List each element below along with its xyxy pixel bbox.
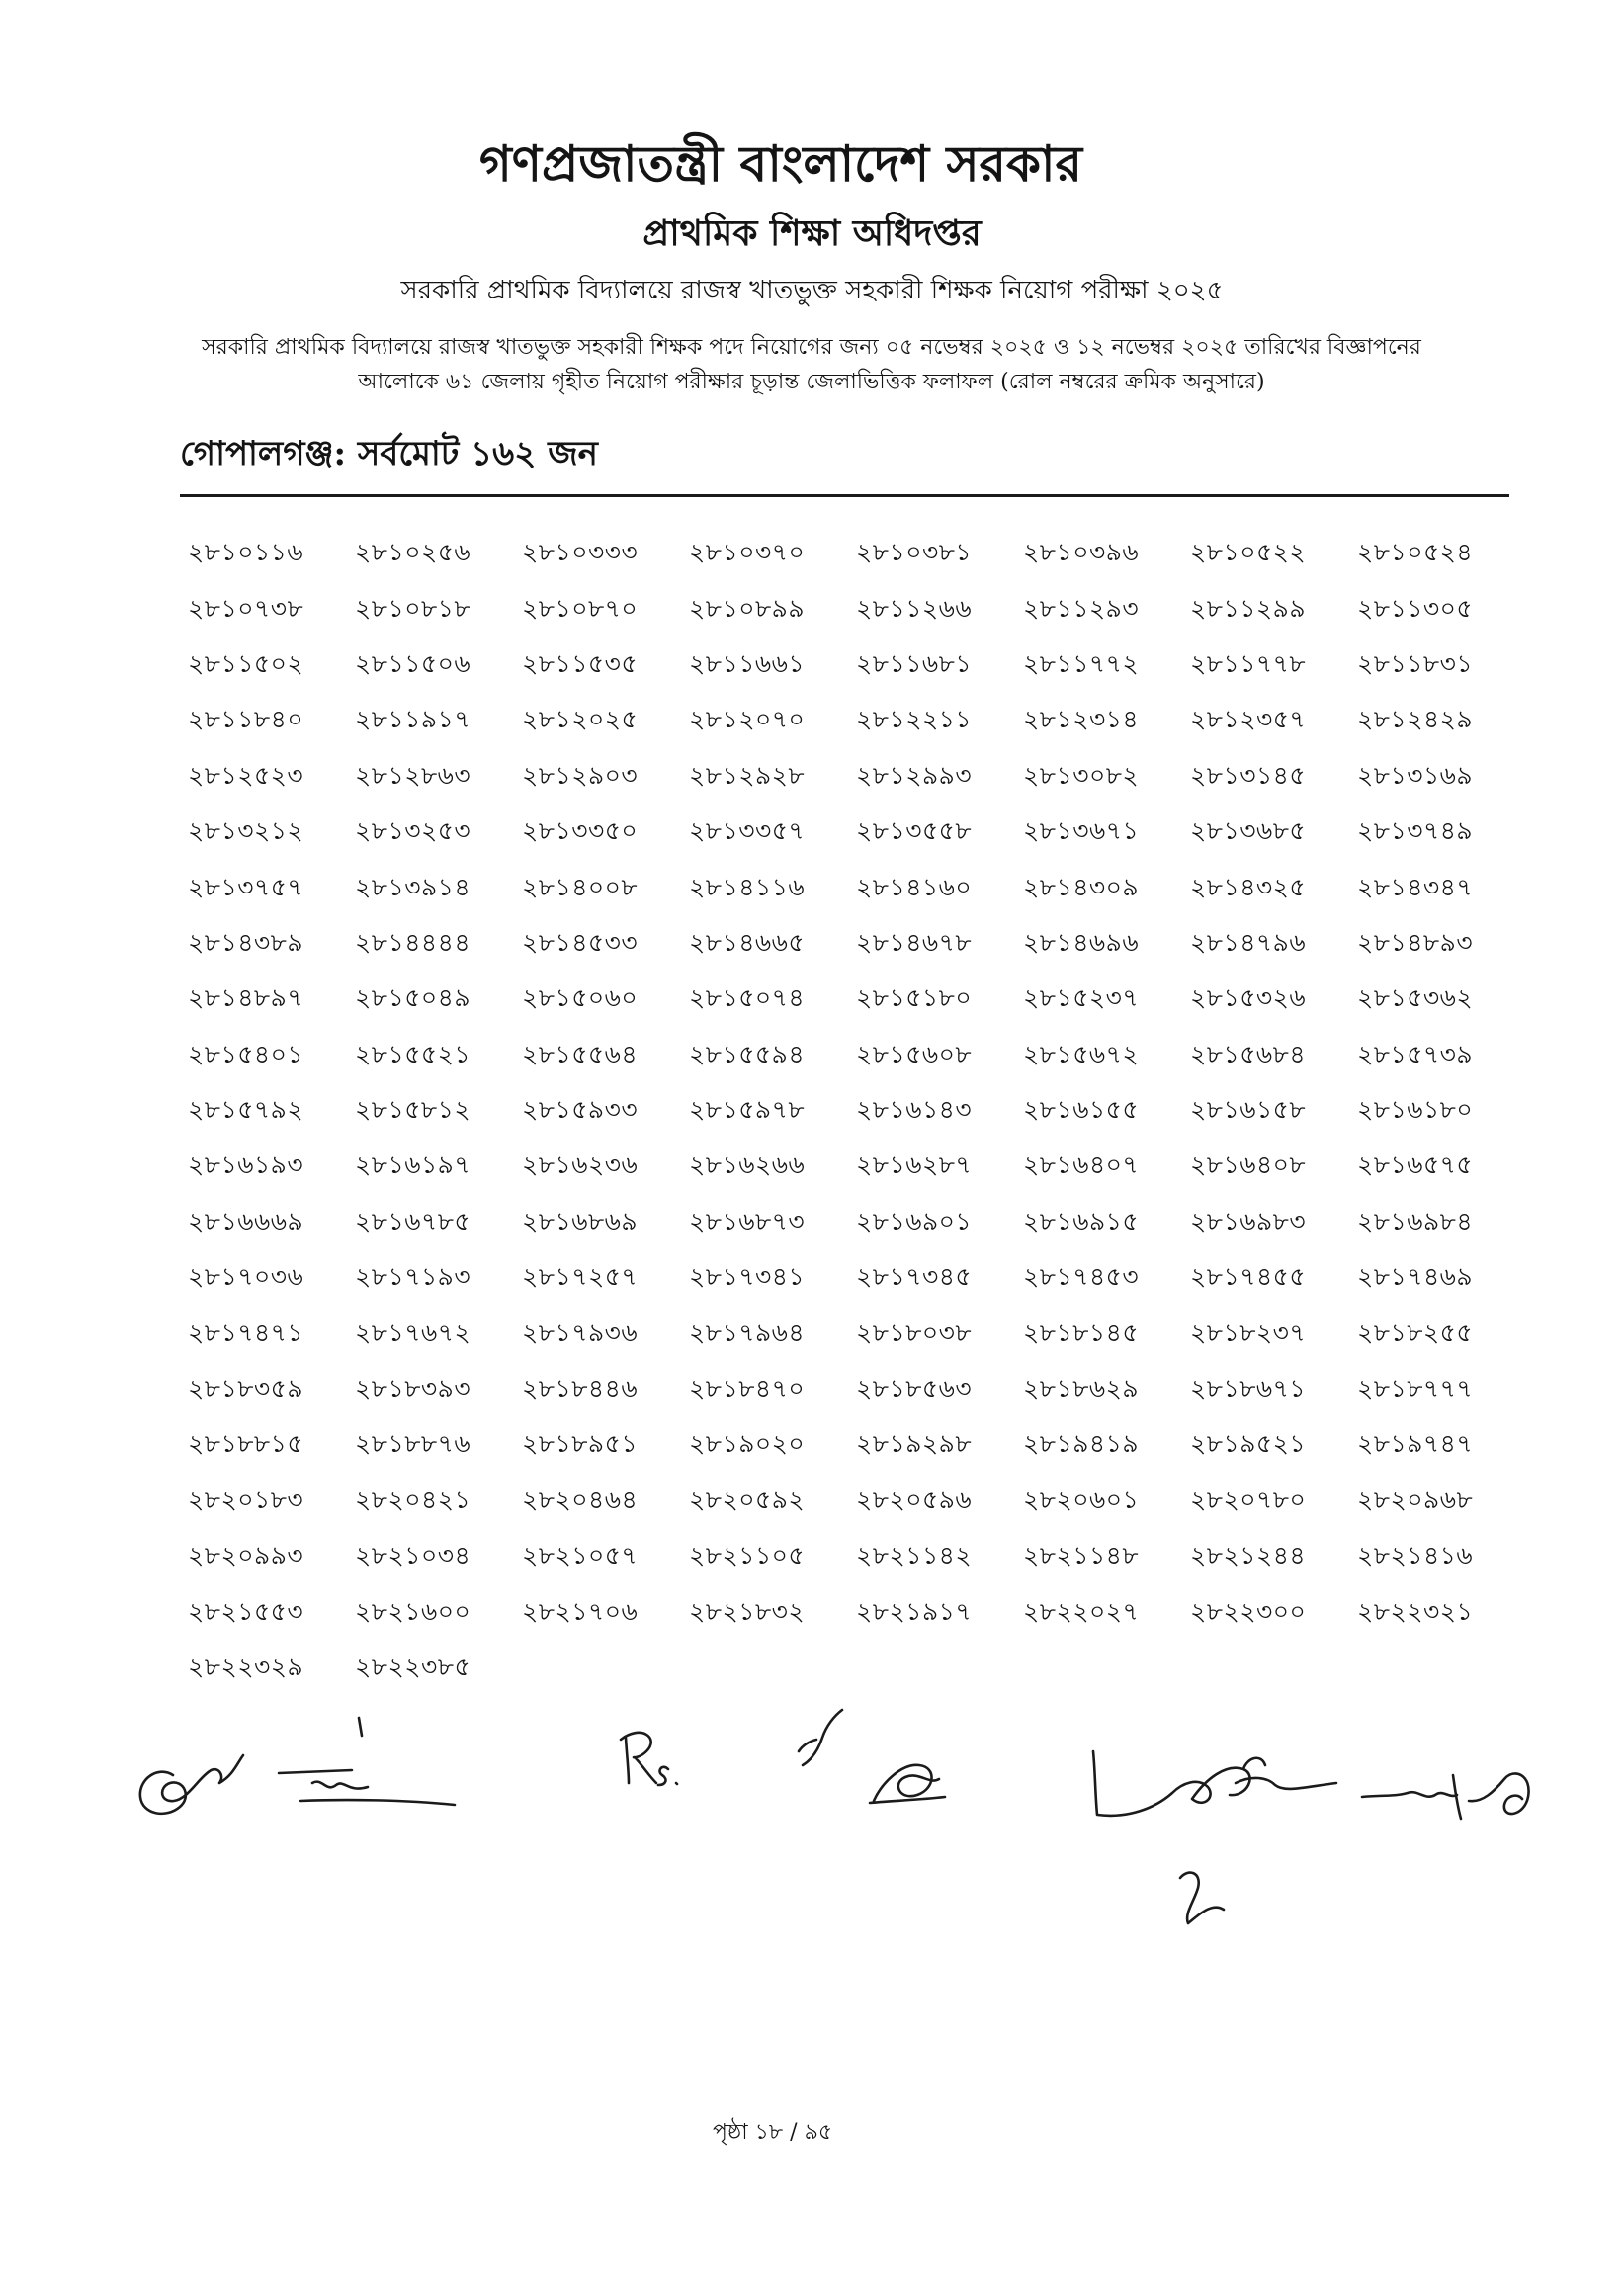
roll-number: ২৮১৬২৩৬ (522, 1150, 639, 1180)
roll-number: ২৮১২৯৯৩ (856, 760, 973, 790)
roll-number: ২৮১৬৮৭৩ (689, 1206, 806, 1235)
roll-number: ২৮১৫৫৯৪ (689, 1039, 806, 1068)
roll-number: ২৮১৩২১২ (188, 816, 304, 846)
roll-number: ২৮১১২৬৬ (856, 593, 973, 623)
district-heading: গোপালগঞ্জ: সর্বমোট ১৬২ জন (180, 434, 598, 473)
description-line-2: আলোকে ৬১ জেলায় গৃহীত নিয়োগ পরীক্ষার চূড়ান্ত জেলাভিত্তিক ফলাফল (রোল নম্বরের ক্রমিক অনুসারে) (358, 370, 1265, 394)
roll-number: ২৮২০৭৮০ (1190, 1485, 1307, 1514)
roll-number: ২৮১০১১৬ (188, 538, 304, 567)
roll-number: ২৮২০৪২১ (355, 1485, 471, 1514)
roll-number: ২৮১৫৯৭৮ (689, 1095, 806, 1125)
roll-number: ২৮২২৩০০ (1190, 1596, 1307, 1626)
roll-number: ২৮১৫৮১২ (355, 1095, 471, 1125)
roll-number: ২৮১৮৩৫৯ (188, 1374, 304, 1403)
roll-number: ২৮১৭২৫৭ (522, 1262, 639, 1292)
roll-number: ২৮১১৯১৭ (355, 705, 471, 734)
roll-number: ২৮১০৮৭০ (522, 593, 639, 623)
roll-number: ২৮১০৩৭০ (689, 538, 806, 567)
signature-3 (621, 1733, 677, 1785)
roll-number: ২৮১৬৪০৭ (1023, 1150, 1140, 1180)
signature-5 (870, 1765, 945, 1803)
roll-number: ২৮১৫০৭৪ (689, 983, 806, 1013)
roll-number: ২৮২০৫৯২ (689, 1485, 806, 1514)
roll-number: ২৮২১৯১৭ (856, 1596, 973, 1626)
roll-number: ২৮১৬৯৮৪ (1357, 1206, 1474, 1235)
roll-number: ২৮১০৫২৪ (1357, 538, 1474, 567)
roll-number: ২৮১১২৯৯ (1190, 593, 1307, 623)
roll-number: ২৮১৮৬২৯ (1023, 1374, 1140, 1403)
roll-number: ২৮১৩৯১৪ (355, 872, 471, 901)
roll-number: ২৮১০৩৯৬ (1023, 538, 1140, 567)
department-title: প্রাথমিক শিক্ষা অধিদপ্তর (642, 212, 982, 254)
roll-number: ২৮১২৩৫৭ (1190, 705, 1307, 734)
roll-number: ২৮১৬৯৮৩ (1190, 1206, 1307, 1235)
roll-number: ২৮২০৯৯৩ (188, 1541, 304, 1571)
roll-number: ২৮১১৬৬১ (689, 648, 806, 678)
roll-number: ২৮১২৯০৩ (522, 760, 639, 790)
roll-number: ২৮১৪৩৪৭ (1357, 872, 1474, 901)
roll-number: ২৮১৯২৯৮ (856, 1429, 973, 1459)
roll-number-grid (188, 525, 1524, 1695)
roll-number: ২৮২১০৫৭ (522, 1541, 639, 1571)
roll-number: ২৮২১৫৫৩ (188, 1596, 304, 1626)
roll-number: ২৮১৩৭৪৯ (1357, 816, 1474, 846)
roll-number: ২৮১৭৪৬৯ (1357, 1262, 1474, 1292)
roll-number: ২৮১৪৮৯৩ (1357, 927, 1474, 957)
roll-number: ২৮১১৮৩১ (1357, 648, 1474, 678)
roll-number: ২৮১২২১১ (856, 705, 973, 734)
roll-number: ২৮১২০২৫ (522, 705, 639, 734)
roll-number: ২৮১৬৯০১ (856, 1206, 973, 1235)
roll-number: ২৮১৪০০৮ (522, 872, 639, 901)
roll-number: ২৮১২৩১৪ (1023, 705, 1140, 734)
roll-number: ২৮১৫০৬০ (522, 983, 639, 1013)
roll-number: ২৮১৬৪০৮ (1190, 1150, 1307, 1180)
roll-number: ২৮১৪৩০৯ (1023, 872, 1140, 901)
roll-number: ২৮২১০৩৪ (355, 1541, 471, 1571)
roll-number: ২৮১৪৬৭৮ (856, 927, 973, 957)
signature-2 (279, 1718, 455, 1805)
roll-number: ২৮১৭৯৩৬ (522, 1318, 639, 1347)
roll-number: ২৮১৮৮১৫ (188, 1429, 304, 1459)
roll-number: ২৮১১৭৭৮ (1190, 648, 1307, 678)
roll-number: ২৮১৭৩৪১ (689, 1262, 806, 1292)
roll-number: ২৮১৪১৬০ (856, 872, 973, 901)
roll-number: ২৮১৫৫২১ (355, 1039, 471, 1068)
roll-number: ২৮১০৮৯৯ (689, 593, 806, 623)
roll-number: ২৮১৮৪৪৬ (522, 1374, 639, 1403)
roll-number: ২৮২১৪১৬ (1357, 1541, 1474, 1571)
roll-number: ২৮১৫৬৮৪ (1190, 1039, 1307, 1068)
roll-number: ২৮১৫৪০১ (188, 1039, 304, 1068)
roll-number: ২৮১১৫০২ (188, 648, 304, 678)
roll-number: ২৮১৫৬৭২ (1023, 1039, 1140, 1068)
roll-number: ২৮১৯৪১৯ (1023, 1429, 1140, 1459)
roll-number: ২৮১০৩৮১ (856, 538, 973, 567)
roll-number: ২৮১৪৩২৫ (1190, 872, 1307, 901)
roll-number: ২৮১৪৩৮৯ (188, 927, 304, 957)
roll-number: ২৮১৮২৩৭ (1190, 1318, 1307, 1347)
roll-number: ২৮১৮৯৫১ (522, 1429, 639, 1459)
roll-number: ২৮১৫৩২৬ (1190, 983, 1307, 1013)
roll-number: ২৮১৮৪৭০ (689, 1374, 806, 1403)
roll-number: ২৮১৬১৮০ (1357, 1095, 1474, 1125)
roll-number: ২৮১৫০৪৯ (355, 983, 471, 1013)
roll-number: ২৮১৬৬৬৯ (188, 1206, 304, 1235)
roll-number: ২৮১৫১৮০ (856, 983, 973, 1013)
roll-number: ২৮১১৩০৫ (1357, 593, 1474, 623)
roll-number: ২৮১৬১৯৩ (188, 1150, 304, 1180)
result-description (70, 330, 1553, 399)
roll-number: ২৮২০১৮৩ (188, 1485, 304, 1514)
roll-number: ২৮২১১০৫ (689, 1541, 806, 1571)
roll-number: ২৮১০৮১৮ (355, 593, 471, 623)
roll-number: ২৮১৮৩৯৩ (355, 1374, 471, 1403)
roll-number: ২৮১৭৬৭২ (355, 1318, 471, 1347)
roll-number: ২৮১৫৩৬২ (1357, 983, 1474, 1013)
roll-number: ২৮১৬২৬৬ (689, 1150, 806, 1180)
roll-number: ২৮১৬৫৭৫ (1357, 1150, 1474, 1180)
roll-number: ২৮১০৩৩৩ (522, 538, 639, 567)
roll-number: ২৮১১২৯৩ (1023, 593, 1140, 623)
roll-number: ২৮১০৭৩৮ (188, 593, 304, 623)
signature-1 (140, 1755, 243, 1814)
roll-number: ২৮২১১৪৮ (1023, 1541, 1140, 1571)
roll-number: ২৮১৭৪৭১ (188, 1318, 304, 1347)
roll-number: ২৮১৭৩৪৫ (856, 1262, 973, 1292)
roll-number: ২৮১৮১৪৫ (1023, 1318, 1140, 1347)
roll-number: ২৮১৩৬৭১ (1023, 816, 1140, 846)
signature-6 (1093, 1751, 1336, 1816)
roll-number: ২৮২১২৪৪ (1190, 1541, 1307, 1571)
roll-number: ২৮১১৮৪০ (188, 705, 304, 734)
roll-number: ২৮১৩১৪৫ (1190, 760, 1307, 790)
roll-number: ২৮১৮৬৭১ (1190, 1374, 1307, 1403)
roll-number: ২৮১৪১১৬ (689, 872, 806, 901)
roll-number: ২৮১৮৮৭৬ (355, 1429, 471, 1459)
roll-number: ২৮১০৫২২ (1190, 538, 1307, 567)
roll-number: ২৮১৩৬৮৫ (1190, 816, 1307, 846)
roll-number: ২৮২০৬০১ (1023, 1485, 1140, 1514)
roll-number: ২৮১৬২৮৭ (856, 1150, 973, 1180)
roll-number: ২৮১৪৬৬৫ (689, 927, 806, 957)
roll-number: ২৮১৪৪৪৪ (355, 927, 471, 957)
roll-number: ২৮১৫৫৬৪ (522, 1039, 639, 1068)
roll-number: ২৮১১৭৭২ (1023, 648, 1140, 678)
roll-number: ২৮১৩০৮২ (1023, 760, 1140, 790)
roll-number: ২৮১৮২৫৫ (1357, 1318, 1474, 1347)
roll-number: ২৮১৫৭৯২ (188, 1095, 304, 1125)
roll-number: ২৮১৩৫৫৮ (856, 816, 973, 846)
roll-number: ২৮১৬১৫৮ (1190, 1095, 1307, 1125)
roll-number: ২৮১১৫৩৫ (522, 648, 639, 678)
signature-8 (1180, 1873, 1224, 1923)
roll-number: ২৮১৭৯৬৪ (689, 1318, 806, 1347)
roll-number: ২৮১১৬৮১ (856, 648, 973, 678)
roll-number: ২৮২১৬০০ (355, 1596, 471, 1626)
roll-number: ২৮১৩৩৫৭ (689, 816, 806, 846)
roll-number: ২৮১৪৫৩৩ (522, 927, 639, 957)
signature-4 (799, 1710, 842, 1765)
roll-number: ২৮১৮০৩৮ (856, 1318, 973, 1347)
roll-number: ২৮২২৩৮৫ (355, 1653, 471, 1681)
signature-7 (1362, 1773, 1529, 1819)
roll-number: ২৮১৪৮৯৭ (188, 983, 304, 1013)
roll-number: ২৮১৯৫২১ (1190, 1429, 1307, 1459)
roll-number: ২৮২০৫৯৬ (856, 1485, 973, 1514)
roll-number: ২৮১৬১৫৫ (1023, 1095, 1140, 1125)
roll-number: ২৮২০৯৬৮ (1357, 1485, 1474, 1514)
roll-number: ২৮২০৪৬৪ (522, 1485, 639, 1514)
signatures (0, 1680, 1624, 1957)
roll-number: ২৮২২০২৭ (1023, 1596, 1140, 1626)
roll-number: ২৮১২০৭০ (689, 705, 806, 734)
government-title: গণপ্রজাতন্ত্রী বাংলাদেশ সরকার (479, 134, 1082, 193)
roll-number: ২৮১৭০৩৬ (188, 1262, 304, 1292)
roll-number: ২৮১৭৪৫৩ (1023, 1262, 1140, 1292)
roll-number: ২৮১৬৯১৫ (1023, 1206, 1140, 1235)
roll-number: ২৮১৩৭৫৭ (188, 872, 304, 901)
roll-number: ২৮১৩২৫৩ (355, 816, 471, 846)
roll-number: ২৮১২৫২৩ (188, 760, 304, 790)
roll-number: ২৮২১১৪২ (856, 1541, 973, 1571)
roll-number: ২৮১১৫০৬ (355, 648, 471, 678)
roll-number: ২৮১৬১৯৭ (355, 1150, 471, 1180)
roll-number: ২৮১৬৭৮৫ (355, 1206, 471, 1235)
roll-number: ২৮২১৭০৬ (522, 1596, 639, 1626)
roll-number: ২৮১৮৫৬৩ (856, 1374, 973, 1403)
exam-title: সরকারি প্রাথমিক বিদ্যালয়ে রাজস্ব খাতভুক্ত সহকারী শিক্ষক নিয়োগ পরীক্ষা ২০২৫ (400, 276, 1224, 305)
roll-number: ২৮১৬১৪৩ (856, 1095, 973, 1125)
roll-number: ২৮১৩৩৫০ (522, 816, 639, 846)
description-line-1: সরকারি প্রাথমিক বিদ্যালয়ে রাজস্ব খাতভুক্ত সহকারী শিক্ষক পদে নিয়োগের জন্য ০৫ নভেম্বর ২০২৫ ও ১২ নভেম্বর ২০২৫ তারিখের বিজ্ঞাপনের (202, 335, 1421, 360)
roll-number: ২৮১৫৯৩৩ (522, 1095, 639, 1125)
roll-number: ২৮১২৪২৯ (1357, 705, 1474, 734)
page-number: পৃষ্ঠা ১৮ / ৯৫ (713, 2120, 833, 2145)
roll-number: ২৮১৫২৩৭ (1023, 983, 1140, 1013)
roll-number: ২৮১৭১৯৩ (355, 1262, 471, 1292)
roll-number: ২৮১৬৮৬৯ (522, 1206, 639, 1235)
roll-number: ২৮১২৮৬৩ (355, 760, 471, 790)
roll-number: ২৮১৫৬০৮ (856, 1039, 973, 1068)
roll-number: ২৮২২৩২৯ (188, 1653, 304, 1681)
roll-number: ২৮১৫৭৩৯ (1357, 1039, 1474, 1068)
roll-number: ২৮২১৮৩২ (689, 1596, 806, 1626)
roll-number: ২৮১৯০২০ (689, 1429, 806, 1459)
roll-number: ২৮১৩১৬৯ (1357, 760, 1474, 790)
roll-number: ২৮১৪৬৯৬ (1023, 927, 1140, 957)
roll-number: ২৮১২৯২৮ (689, 760, 806, 790)
heading-divider (180, 494, 1509, 497)
roll-number: ২৮১৮৭৭৭ (1357, 1374, 1474, 1403)
roll-number: ২৮১৯৭৪৭ (1357, 1429, 1474, 1459)
roll-number: ২৮১০২৫৬ (355, 538, 471, 567)
roll-number: ২৮১৭৪৫৫ (1190, 1262, 1307, 1292)
roll-number: ২৮১৪৭৯৬ (1190, 927, 1307, 957)
roll-number: ২৮২২৩২১ (1357, 1596, 1474, 1626)
